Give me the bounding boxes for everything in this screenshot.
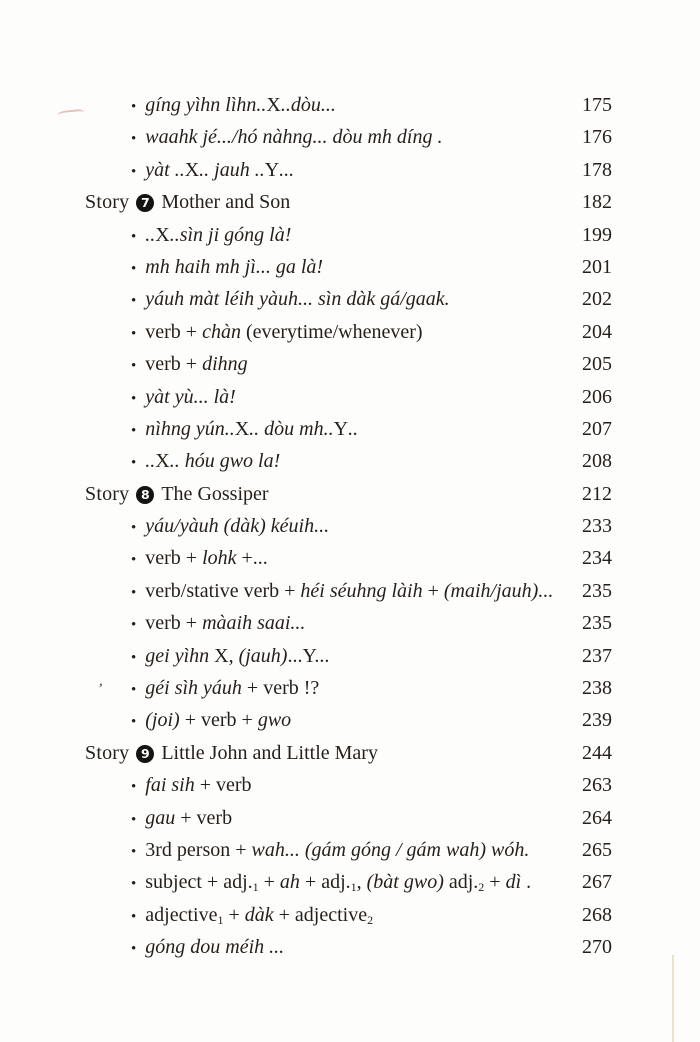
bullet-icon: •: [131, 293, 137, 310]
entry-text-segment: Little John and Little Mary: [161, 741, 378, 764]
entry-text-segment: X: [155, 223, 170, 246]
entry-text-segment: mh haih mh jì... ga là!: [145, 255, 324, 278]
entry-text-segment: yáuh màt léih yàuh... sìn dàk gá/gaak.: [145, 288, 450, 311]
entry-text-segment: waahk jé.../hó nàhng... dòu mh díng .: [145, 126, 443, 149]
entry-text-segment: + adj.: [299, 871, 351, 894]
pencil-mark: [58, 109, 85, 119]
entry-text-segment: verb +: [145, 320, 203, 343]
toc-pattern-entry: [85, 839, 564, 862]
story-number-badge: 9: [136, 745, 154, 763]
toc-pattern-entry: [85, 288, 564, 311]
toc-pattern-entry: [85, 159, 564, 182]
toc-page-number: 239: [582, 709, 612, 732]
toc-page-number: 237: [582, 644, 612, 667]
entry-text-segment: +: [223, 903, 245, 926]
bullet-icon: •: [131, 714, 137, 731]
toc-page-number: 175: [582, 94, 612, 116]
entry-text-segment: dàk: [244, 903, 274, 926]
toc-row: [85, 709, 612, 741]
entry-text-segment: dihng: [202, 353, 248, 376]
entry-text-segment: ...Y...: [287, 644, 330, 667]
toc-row: [85, 353, 612, 385]
bullet-icon: •: [131, 390, 137, 407]
toc-story-heading: [85, 191, 564, 214]
toc-story-heading: [85, 483, 564, 506]
toc-row: [85, 224, 612, 256]
entry-text-segment: 2: [367, 912, 374, 927]
toc-row: [85, 612, 612, 644]
entry-text-segment: X: [234, 417, 250, 440]
entry-text-segment: ..: [348, 417, 359, 440]
toc-page-number: 244: [582, 741, 612, 764]
entry-text-segment: +: [422, 579, 444, 602]
story-number-badge: 8: [136, 486, 154, 504]
bullet-icon: •: [131, 163, 137, 180]
entry-text-segment: héi séuhng làih: [300, 579, 423, 602]
page-edge-shadow: [672, 955, 674, 1042]
entry-text-segment: adjective: [145, 903, 218, 926]
toc-page-number: 204: [582, 320, 612, 343]
entry-text-segment: .: [521, 871, 532, 894]
bullet-icon: •: [131, 682, 137, 699]
toc-pattern-entry: [85, 807, 564, 830]
toc-page-number: 233: [582, 515, 612, 538]
bullet-icon: •: [131, 422, 137, 439]
toc-row: [85, 288, 612, 320]
entry-text-segment: (everytime/whenever): [240, 320, 423, 343]
toc-pattern-entry: [85, 353, 564, 376]
entry-text-segment: 2: [478, 880, 485, 895]
entry-text-segment: ah: [279, 871, 300, 894]
entry-text-segment: hóu gwo la!: [184, 450, 281, 473]
toc-page-number: 235: [582, 579, 612, 602]
toc-pattern-entry: [85, 450, 564, 473]
toc-row: [85, 807, 612, 839]
bullet-icon: •: [131, 131, 137, 148]
entry-text-segment: X,: [214, 644, 239, 667]
toc-pattern-entry: [85, 224, 564, 247]
toc-page-number: 235: [582, 612, 612, 635]
toc-page-number: 267: [582, 871, 612, 894]
toc-page-number: 201: [582, 255, 612, 278]
entry-text-segment: fai sih: [145, 774, 195, 797]
entry-text-segment: góng dou méih ...: [145, 936, 285, 959]
entry-text-segment: gei yìhn: [145, 644, 215, 667]
toc-row: [85, 871, 612, 903]
toc-page-number: 270: [582, 936, 612, 959]
toc-row: [85, 386, 612, 418]
entry-text-segment: (jauh): [238, 644, 288, 667]
entry-text-segment: màaih saai...: [202, 612, 306, 635]
toc-story-heading: [85, 742, 564, 765]
toc-page-number: 207: [582, 417, 612, 440]
toc-row: [85, 126, 612, 158]
bullet-icon: •: [131, 941, 137, 958]
story-label: Story: [85, 741, 130, 764]
toc-pattern-entry: [85, 871, 564, 895]
entry-text-segment: yàt yù... là!: [145, 385, 236, 408]
entry-text-segment: +: [258, 871, 280, 894]
bullet-icon: •: [131, 358, 137, 375]
entry-text-segment: nìhng yún..: [145, 417, 235, 440]
entry-text-segment: dì: [505, 871, 522, 894]
entry-text-segment: lohk: [202, 547, 237, 570]
entry-text-segment: + verb: [194, 774, 252, 797]
entry-text-segment: verb +: [145, 612, 203, 635]
entry-text-segment: + verb: [175, 806, 233, 829]
toc-pattern-entry: [85, 580, 564, 603]
toc-page-number: 206: [582, 385, 612, 408]
toc-page-number: 199: [582, 223, 612, 246]
entry-text-segment: wah... (gám góng / gám wah) wóh.: [251, 838, 530, 861]
story-label: Story: [85, 191, 130, 214]
entry-text-segment: (joi): [145, 709, 180, 732]
entry-text-segment: verb/stative verb +: [145, 579, 301, 602]
toc-pattern-entry: [85, 94, 564, 117]
toc-pattern-entry: [85, 677, 564, 700]
entry-text-segment: The Gossiper: [161, 482, 269, 505]
entry-text-segment: verb +: [145, 353, 203, 376]
bullet-icon: •: [131, 843, 137, 860]
toc-row: [85, 515, 612, 547]
toc-row: [85, 450, 612, 482]
entry-text-segment: (bàt gwo): [366, 871, 444, 894]
entry-text-segment: ...: [279, 158, 295, 181]
stray-comma-mark: ,: [99, 673, 103, 689]
bullet-icon: •: [131, 99, 137, 115]
entry-text-segment: Mother and Son: [161, 191, 291, 214]
toc-page-number: 176: [582, 126, 612, 149]
entry-text-segment: adj.: [443, 871, 479, 894]
toc-pattern-entry: [85, 904, 564, 928]
entry-text-segment: + verb +: [179, 709, 258, 732]
toc-pattern-entry: [85, 321, 564, 344]
entry-text-segment: ,: [356, 871, 367, 894]
entry-text-segment: Y: [264, 158, 280, 181]
toc-pattern-entry: [85, 547, 564, 570]
toc-row: [85, 742, 612, 774]
bullet-icon: •: [131, 325, 137, 342]
entry-text-segment: ..: [145, 223, 156, 246]
bullet-icon: •: [131, 811, 137, 828]
entry-text-segment: +: [484, 871, 506, 894]
bullet-icon: •: [131, 617, 137, 634]
toc-row: [85, 774, 612, 806]
entry-text-segment: yáu/yàuh (dàk) kéuih...: [145, 515, 330, 538]
entry-text-segment: X: [266, 94, 281, 116]
entry-text-segment: ..dòu...: [280, 94, 336, 116]
entry-text-segment: gíng yìhn lìhn..: [145, 94, 267, 116]
story-label: Story: [85, 482, 130, 505]
toc-row: [85, 839, 612, 871]
entry-text-segment: + adjective: [273, 903, 368, 926]
entry-text-segment: verb +: [145, 547, 203, 570]
toc-page-number: 268: [582, 903, 612, 926]
toc-pattern-entry: [85, 256, 564, 279]
bullet-icon: •: [131, 260, 137, 277]
entry-text-segment: 1: [252, 880, 259, 895]
entry-text-segment: géi sìh yáuh: [145, 677, 242, 700]
toc-row: [85, 936, 612, 968]
toc-page-number: 264: [582, 806, 612, 829]
entry-text-segment: 1: [350, 880, 357, 895]
bullet-icon: •: [131, 584, 137, 601]
entry-text-segment: ..: [145, 450, 156, 473]
entry-text-segment: .. dòu mh..: [249, 417, 334, 440]
toc-row: [85, 547, 612, 579]
entry-text-segment: Y: [333, 417, 349, 440]
toc-pattern-entry: [85, 936, 564, 959]
bullet-icon: •: [131, 552, 137, 569]
toc-row: [85, 321, 612, 353]
toc-row: [85, 418, 612, 450]
toc-pattern-entry: [85, 774, 564, 797]
entry-text-segment: chàn: [202, 320, 241, 343]
entry-text-segment: .. jauh ..: [199, 158, 265, 181]
story-number-badge: 7: [136, 194, 154, 212]
toc-row: [85, 904, 612, 936]
toc-row: [85, 677, 612, 709]
toc-row: [85, 256, 612, 288]
toc-pattern-entry: [85, 709, 564, 732]
entry-text-segment: ..: [169, 450, 185, 473]
toc-pattern-entry: [85, 126, 564, 149]
toc-row: [85, 645, 612, 677]
toc-page-number: 238: [582, 677, 612, 700]
toc-page-number: 234: [582, 547, 612, 570]
entry-text-segment: X: [155, 450, 170, 473]
toc-page-number: 202: [582, 288, 612, 311]
table-of-contents: [85, 94, 612, 969]
entry-text-segment: gwo: [257, 709, 292, 732]
entry-text-segment: 1: [217, 912, 224, 927]
toc-row: [85, 191, 612, 223]
toc-page-number: 178: [582, 158, 612, 181]
bullet-icon: •: [131, 876, 137, 893]
entry-text-segment: gau: [145, 806, 176, 829]
entry-text-segment: yàt ..: [145, 158, 185, 181]
toc-page-number: 263: [582, 774, 612, 797]
toc-pattern-entry: [85, 612, 564, 635]
entry-text-segment: (maih/jauh)...: [443, 579, 554, 602]
entry-text-segment: X: [184, 158, 200, 181]
toc-page-number: 182: [582, 191, 612, 214]
bullet-icon: •: [131, 649, 137, 666]
bullet-icon: •: [131, 520, 137, 537]
toc-pattern-entry: [85, 418, 564, 441]
toc-pattern-entry: [85, 645, 564, 668]
toc-page-number: 208: [582, 450, 612, 473]
toc-row: [85, 94, 612, 126]
entry-text-segment: + verb !?: [241, 677, 320, 700]
entry-text-segment: 3rd person +: [145, 838, 252, 861]
entry-text-segment: subject + adj.: [145, 871, 253, 894]
toc-row: [85, 159, 612, 191]
toc-page-number: 212: [582, 482, 612, 505]
entry-text-segment: +...: [236, 547, 268, 570]
toc-row: [85, 483, 612, 515]
toc-row: [85, 580, 612, 612]
bullet-icon: •: [131, 455, 137, 472]
toc-pattern-entry: [85, 515, 564, 538]
toc-pattern-entry: [85, 386, 564, 409]
bullet-icon: •: [131, 228, 137, 245]
bullet-icon: •: [131, 908, 137, 925]
bullet-icon: •: [131, 779, 137, 796]
entry-text-segment: ..sìn ji góng là!: [169, 223, 292, 246]
toc-page-number: 205: [582, 353, 612, 376]
toc-page-number: 265: [582, 838, 612, 861]
